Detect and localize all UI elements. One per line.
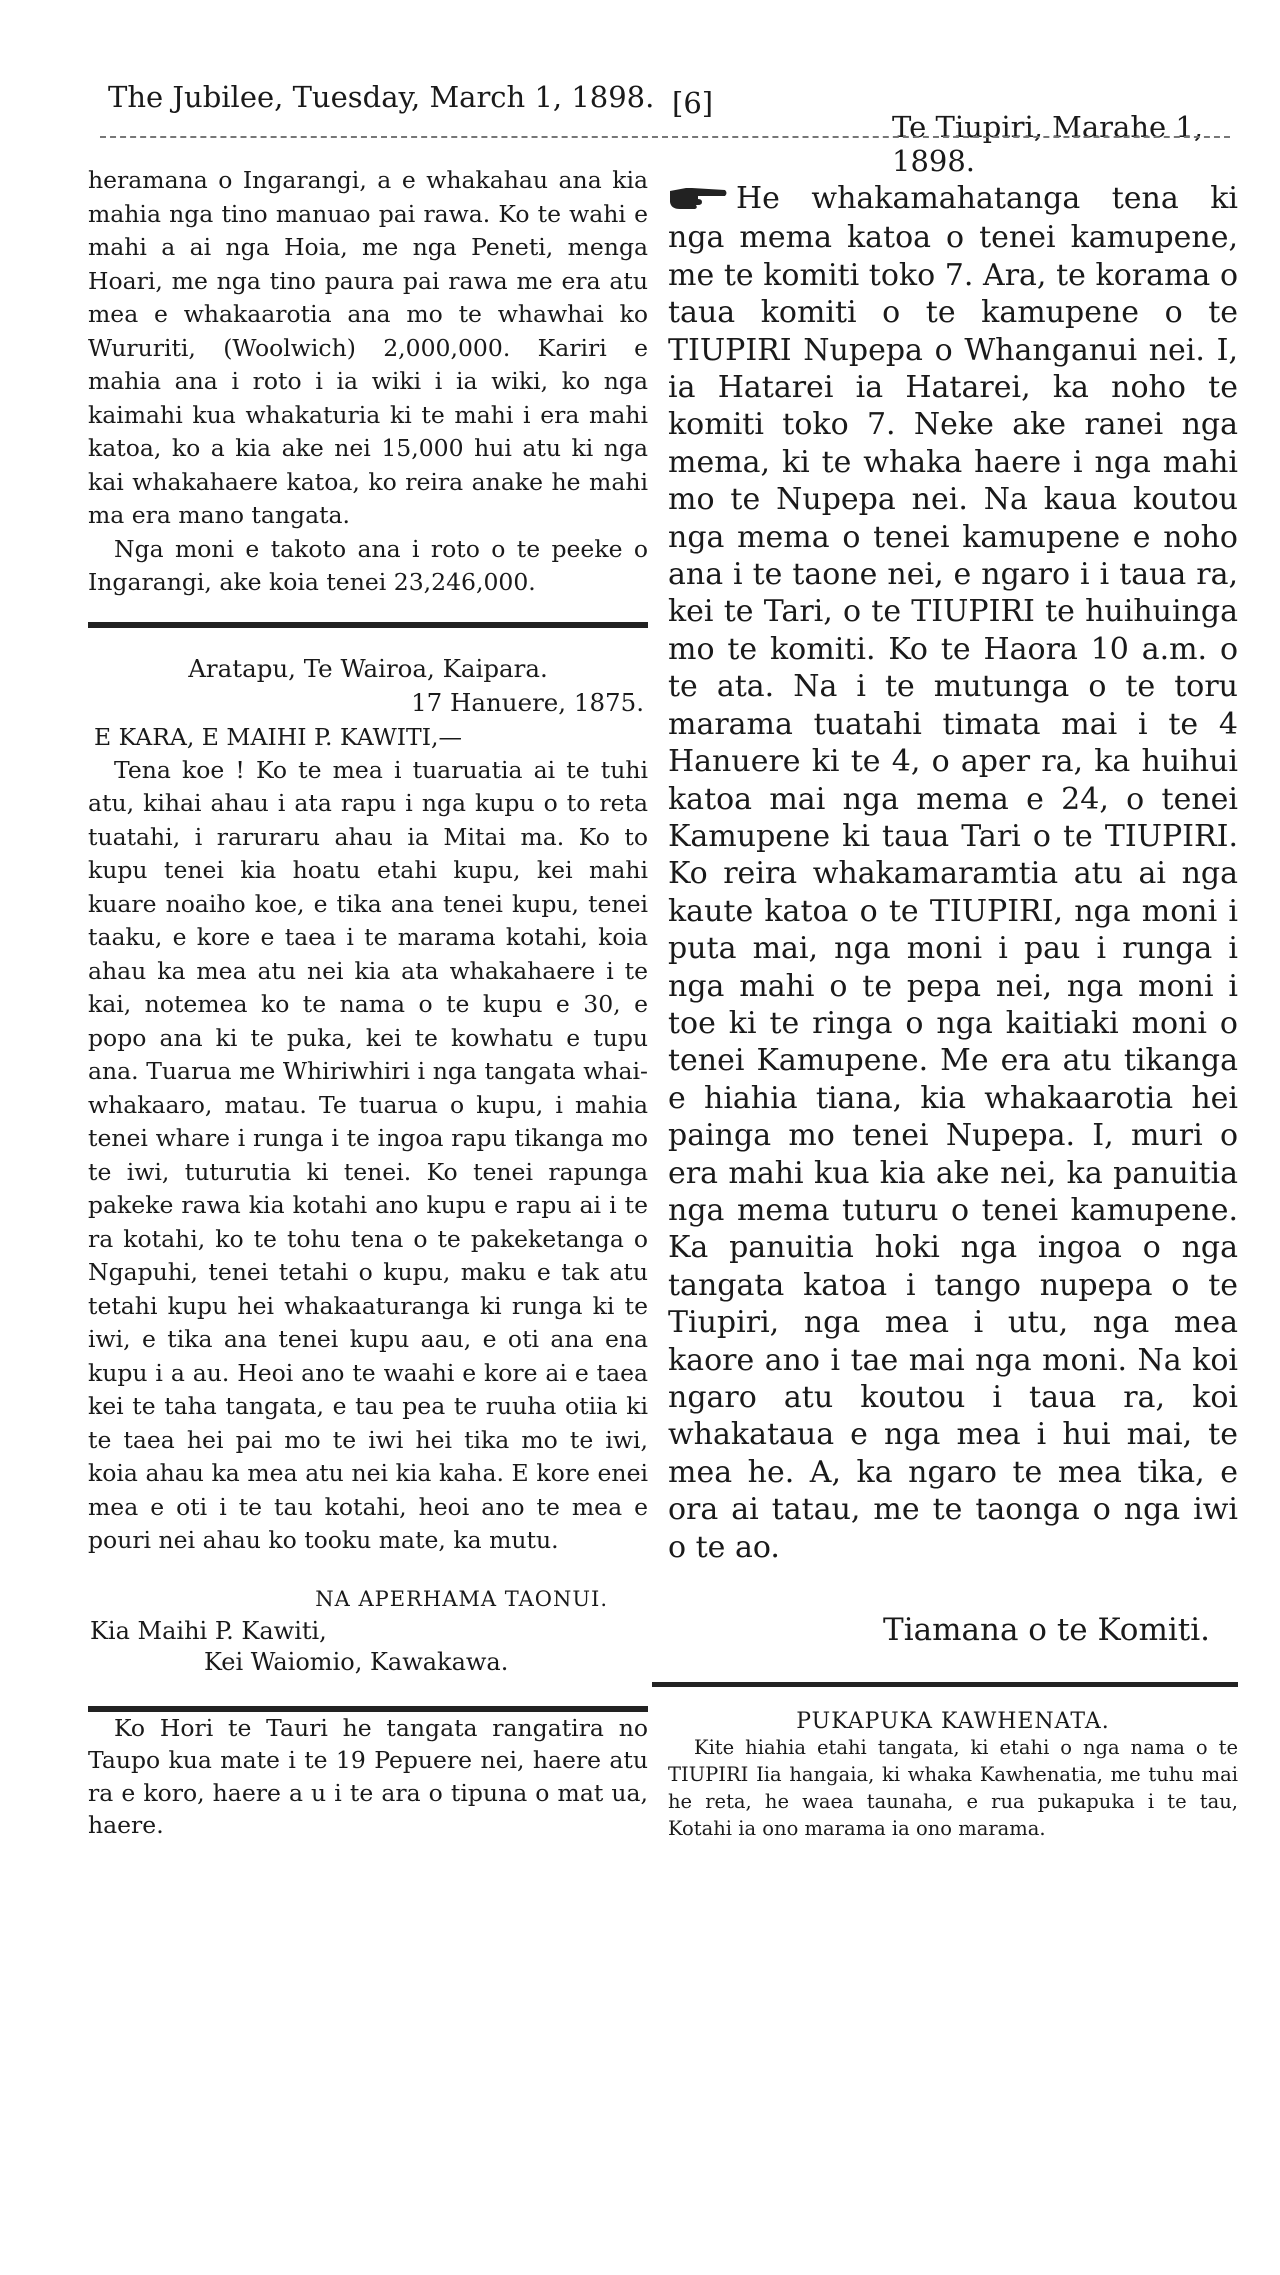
- letter-salutation: E KARA, E MAIHI P. KAWITI,—: [94, 722, 462, 751]
- small-notice: Kite hiahia etahi tangata, ki etahi o nga nama o te TIUPIRI Iia hangaia, ki whaka Kawhenatia, me tuhu mai he reta, he waea taunaha, e rua pukapuka i te tau, Kotahi ia ono marama ia ono marama.: [668, 1736, 1238, 1841]
- letter-address-line-1: Kia Maihi P. Kawiti,: [90, 1616, 327, 1645]
- page-header: [0, 72, 1280, 178]
- letter-heading: [88, 652, 648, 720]
- left-column: [88, 164, 648, 1842]
- right-column: [668, 180, 1238, 1842]
- money-paragraph: Nga moni e takoto ana i roto o te peeke o Ingarangi, ake koia tenei 23,246,000.: [88, 534, 648, 596]
- announcement-text: He whakamahatanga tena ki nga mema katoa o tenei kamupene, me te komiti toko 7. Ara, te korama o taua komiti o te kamupene o te TIUPIRI Nupepa o Whanganui nei. I, ia Hatarei ia Hatarei, ka noho te komiti toko 7. Neke ake ranei nga mema, ki te whaka haere i nga mahi mo te Nupepa nei. Na kaua koutou nga mema o tenei kamupene e noho ana i te taone nei, e ngaro i i taua ra, kei te Tari, o te TIUPIRI te huihuinga mo te komiti. Ko te Haora 10 a.m. o te ata. Na i te mutunga o te toru marama tuatahi timata mai i te 4 Hanuere ki te 4, o aper ra, ka huihui katoa mai nga mema e 24, o tenei Kamupene ki taua Tari o te TIUPIRI. Ko reira whakamaramtia atu ai nga kaute katoa o te TIUPIRI, nga moni i puta mai, nga moni i pau i runga i nga mahi o te pepa nei, nga moni i toe ki te ringa o nga kaitiaki moni o tenei Kamupene. Me era atu tikanga e hiahia tiana, kia whakaarotia hei painga mo tenei Nupepa. I, muri o era mahi kua kia ake nei, ka panuitia nga mema tuturu o tenei kamupene. Ka panuitia hoki nga ingoa o nga tangata katoa i tango nupepa o te Tiupiri, nga mea i utu, nga mea kaore ano i tae mai nga moni. Na koi ngaro atu koutou i taua ra, koi whakataua e nga mea i hui mai, te mea he. A, ka ngaro te mea tika, e ora ai tatau, me te taonga o nga iwi o te ao.: [668, 181, 1238, 1565]
- letter-address-line-2: Kei Waiomio, Kawakawa.: [204, 1647, 509, 1676]
- section-divider: [88, 622, 648, 628]
- section-divider: [652, 1682, 1238, 1687]
- death-notice: Ko Hori te Tauri he tangata rangatira no Taupo kua mate i te 19 Pepuere nei, haere atu ra e koro, haere a u i te ara o tipuna o mat ua, haere.: [88, 1713, 648, 1839]
- header-maori-title: Te Tiupiri, Marahe 1, 1898.: [892, 110, 1204, 178]
- header-english-title: The Jubilee, Tuesday, March 1, 1898.: [108, 80, 655, 114]
- header-rule: [100, 136, 1230, 138]
- letter-place: Aratapu, Te Wairoa, Kaipara.: [188, 653, 548, 683]
- page-number: [6]: [672, 86, 714, 120]
- committee-announcement: [668, 180, 1238, 1566]
- pointing-hand-icon: [668, 182, 728, 219]
- letter-body: Tena koe ! Ko te mea i tuaruatia ai te tuhi atu, kihai ahau i ata rapu i nga kupu o to reta tuatahi, i raruraru ahau ia Mitai ma. Ko to kupu tenei kia hoatu etahi kupu, kei mahi kuare noaiho koe, e tika ana tenei kupu, tenei taaku, e kore e taea i te marama kotahi, koia ahau ka mea atu nei kia ata whakahaere i te kai, notemea ko te nama o te kupu e 30, e popo ana ki te puka, kei te kowhatu e tupu ana. Tuarua me Whiriwhiri i nga tangata whai-whakaaro, matau. Te tuarua o kupu, i mahia tenei whare i runga i te ingoa rapu tikanga mo te iwi, tuturutia ki tenei. Ko tenei rapunga pakeke rawa kia kotahi ano kupu e rapu ai i te ra kotahi, ko te tohu tena o te pakeketanga o Ngapuhi, tenei tetahi o kupu, maku e tak atu tetahi kupu hei whakaaturanga ki runga ki te iwi, e tika ana tenei kupu aau, e oti ana ena kupu i a au. Heoi ano te waahi e kore ai e taea kei te taha tangata, e tau pea te ruuha otiia ki te taea hei pai mo te iwi hei tika mo te iwi, koia ahau ka mea atu nei kia kaha. E kore enei mea e oti i te tau kotahi, heoi ano te mea e pouri nei ahau ko tooku mate, ka mutu.: [88, 755, 648, 1554]
- committee-signature: Tiamana o te Komiti.: [883, 1612, 1210, 1649]
- letter-signature: NA APERHAMA TAONUI.: [315, 1586, 608, 1611]
- subheading: PUKAPUKA KAWHENATA.: [796, 1709, 1110, 1735]
- letter-date: 17 Hanuere, 1875.: [411, 687, 644, 717]
- opening-paragraph: heramana o Ingarangi, a e whakahau ana kia mahia nga tino manuao pai rawa. Ko te wahi e mahi a ai nga Hoia, me nga Peneti, menga Hoari, me nga tino paura pai rawa me era atu mea e whakaarotia ana mo te whawhai ko Wururiti, (Woolwich) 2,000,000. Kariri e mahia ana i roto i ia wiki i ia wiki, ko nga kaimahi kua whakaturia ki te mahi i era mahi katoa, ko a kia ake nei 15,000 hui atu ki nga kai whakahaere katoa, ko reira anake he mahi ma era mano tangata.: [88, 166, 648, 529]
